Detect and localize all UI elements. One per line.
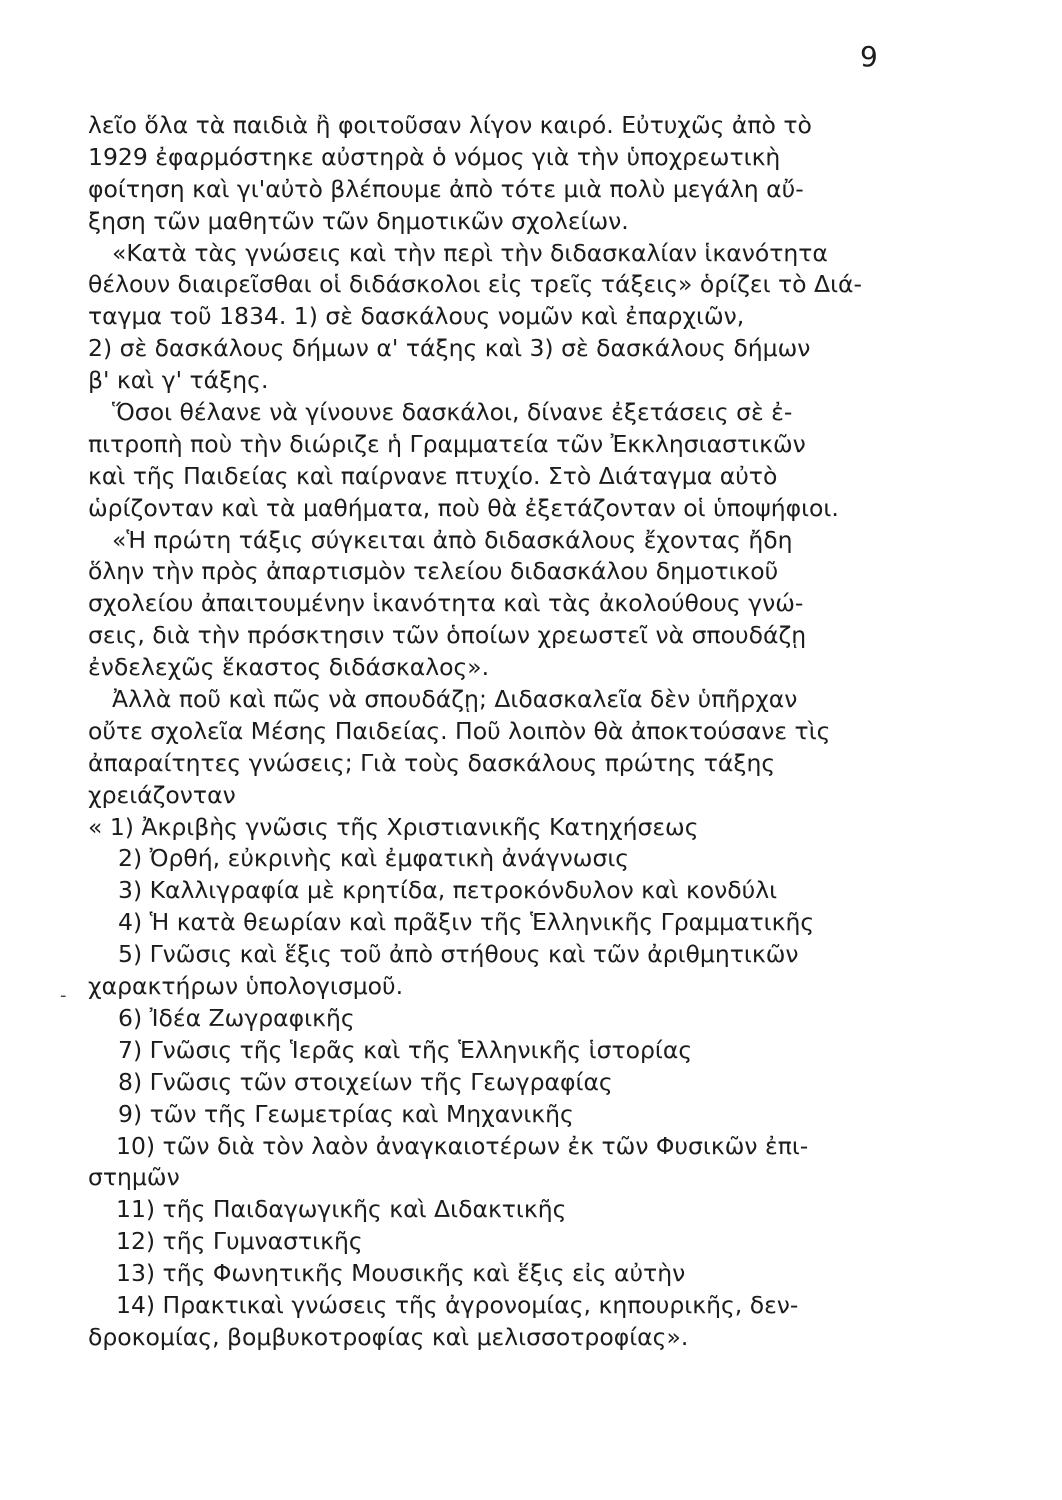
page-number: 9 <box>860 40 878 73</box>
text-line: «Ἡ πρώτη τάξις σύγκειται ἀπὸ διδασκάλους ἔχοντας ἤδη <box>112 525 793 554</box>
margin-mark: - <box>60 985 67 1006</box>
text-line: λεῖο ὅλα τὰ παιδιὰ ἢ φοιτοῦσαν λίγον καιρό. Εὐτυχῶς ἀπὸ τὸ <box>88 111 812 139</box>
text-line: ταγμα τοῦ 1834. 1) σὲ δασκάλους νομῶν καὶ ἐπαρχιῶν, <box>88 302 745 331</box>
text-line: ἐνδελεχῶς ἕκαστος διδάσκαλος». <box>88 653 490 682</box>
text-line: ὅλην τὴν πρὸς ἀπαρτισμὸν τελείου διδασκάλου δημοτικοῦ <box>88 557 779 586</box>
list-item: 4) Ἡ κατὰ θεωρίαν καὶ πρᾶξιν τῆς Ἑλληνικῆς Γραμματικῆς <box>118 908 815 937</box>
list-item: 6) Ἰδέα Ζωγραφικῆς <box>118 1003 355 1032</box>
list-item: 3) Καλλιγραφία μὲ κρητίδα, πετροκόνδυλον καὶ κονδύλι <box>118 876 778 905</box>
list-item: χαρακτήρων ὑπολογισμοῦ. <box>88 972 404 1001</box>
list-item: 8) Γνῶσις τῶν στοιχείων τῆς Γεωγραφίας <box>118 1067 613 1096</box>
list-item: στημῶν <box>88 1163 180 1192</box>
text-line: β' καὶ γ' τάξης. <box>88 366 269 395</box>
list-item: δροκομίας, βομβυκοτροφίας καὶ μελισσοτροφίας». <box>88 1322 689 1351</box>
text-line: πιτροπὴ ποὺ τὴν διώριζε ἡ Γραμματεία τῶν Ἐκκλησιαστικῶν <box>88 429 806 458</box>
text-line: 2) σὲ δασκάλους δήμων α' τάξης καὶ 3) σὲ δασκάλους δήμων <box>88 334 811 363</box>
text-line: «Κατὰ τὰς γνώσεις καὶ τὴν περὶ τὴν διδασκαλίαν ἱκανότητα <box>112 238 828 267</box>
text-line: σεις, διὰ τὴν πρόσκτησιν τῶν ὁποίων χρεωστεῖ νὰ σπουδάζῃ <box>88 621 807 650</box>
list-item: 11) τῆς Παιδαγωγικῆς καὶ Διδακτικῆς <box>116 1195 567 1224</box>
list-item: 10) τῶν διὰ τὸν λαὸν ἀναγκαιοτέρων ἐκ τῶν Φυσικῶν ἐπι- <box>116 1131 809 1160</box>
text-line: 1929 ἐφαρμόστηκε αὐστηρὰ ὁ νόμος γιὰ τὴν ὑποχρεωτικὴ <box>88 142 781 171</box>
text-line: Ὅσοι θέλανε νὰ γίνουνε δασκάλοι, δίνανε ἐξετάσεις σὲ ἐ- <box>112 398 793 427</box>
list-item: 12) τῆς Γυμναστικῆς <box>116 1227 363 1256</box>
body-text <box>88 110 928 1354</box>
text-line: φοίτηση καὶ γι'αὐτὸ βλέπουμε ἀπὸ τότε μιὰ πολὺ μεγάλη αὔ- <box>88 174 804 203</box>
list-item: 2) Ὀρθή, εὐκρινὴς καὶ ἐμφατικὴ ἀνάγνωσις <box>118 844 630 873</box>
list-item: 13) τῆς Φωνητικῆς Μουσικῆς καὶ ἕξις εἰς αὐτὴν <box>116 1259 686 1288</box>
text-line: ἀπαραίτητες γνώσεις; Γιὰ τοὺς δασκάλους πρώτης τάξης <box>88 748 776 777</box>
text-line: Ἀλλὰ ποῦ καὶ πῶς νὰ σπουδάζῃ; Διδασκαλεῖα δὲν ὑπῆρχαν <box>112 685 798 714</box>
list-item: 5) Γνῶσις καὶ ἕξις τοῦ ἀπὸ στήθους καὶ τῶν ἀριθμητικῶν <box>118 940 799 969</box>
list-item: 7) Γνῶσις τῆς Ἱερᾶς καὶ τῆς Ἑλληνικῆς ἱστορίας <box>118 1035 693 1064</box>
list-item: « 1) Ἀκριβὴς γνῶσις τῆς Χριστιανικῆς Κατηχήσεως <box>88 812 699 841</box>
text-line: οὔτε σχολεῖα Μέσης Παιδείας. Ποῦ λοιπὸν θὰ ἀποκτούσανε τὶς <box>88 716 831 745</box>
list-item: 14) Πρακτικαὶ γνώσεις τῆς ἀγρονομίας, κηπουρικῆς, δεν- <box>116 1290 799 1319</box>
text-line: ὡρίζονταν καὶ τὰ μαθήματα, ποὺ θὰ ἐξετάζονταν οἱ ὑποψήφιοι. <box>88 493 839 522</box>
text-line: σχολείου ἀπαιτουμένην ἱκανότητα καὶ τὰς ἀκολούθους γνώ- <box>88 589 804 618</box>
text-line: ξηση τῶν μαθητῶν τῶν δημοτικῶν σχολείων. <box>88 206 629 235</box>
text-line: χρειάζονταν <box>88 780 236 809</box>
text-line: καὶ τῆς Παιδείας καὶ παίρνανε πτυχίο. Στὸ Διάταγμα αὐτὸ <box>88 461 778 490</box>
text-line: θέλουν διαιρεῖσθαι οἱ διδάσκολοι εἰς τρεῖς τάξεις» ὁρίζει τὸ Διά- <box>88 270 862 299</box>
list-item: 9) τῶν τῆς Γεωμετρίας καὶ Μηχανικῆς <box>118 1099 574 1128</box>
